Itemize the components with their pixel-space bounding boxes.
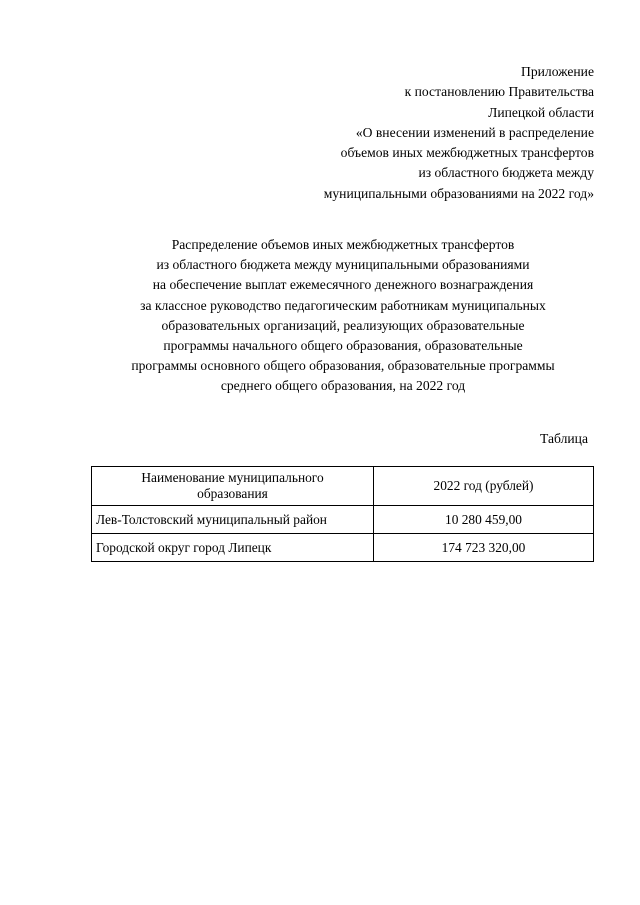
municipality-name: Лев-Толстовский муниципальный район (92, 506, 374, 534)
table-row (92, 534, 594, 562)
title-line: на обеспечение выплат ежемесячного денежного вознаграждения (152, 277, 534, 293)
appendix-line: Липецкой области (488, 104, 594, 120)
title-line: программы основного общего образования, образовательные программы (131, 358, 555, 374)
appendix-line: объемов иных межбюджетных трансфертов (340, 145, 594, 161)
table-row (92, 506, 594, 534)
header-municipality (92, 467, 374, 506)
amount-value: 10 280 459,00 (374, 506, 594, 534)
header-amount: 2022 год (рублей) (374, 467, 594, 506)
distribution-table (91, 466, 594, 562)
municipality-name: Городской округ город Липецк (92, 534, 374, 562)
header-municipality-line1: Наименование муниципального (141, 470, 324, 485)
title-line: образовательных организаций, реализующих образовательные (161, 317, 525, 333)
title-line: среднего общего образования, на 2022 год (220, 378, 466, 394)
appendix-header (234, 62, 594, 204)
title-line: программы начального общего образования, образовательные (163, 338, 523, 354)
title-line: Распределение объемов иных межбюджетных трансфертов (171, 237, 515, 252)
appendix-line: Приложение (521, 64, 594, 79)
appendix-line: к постановлению Правительства (404, 84, 594, 100)
appendix-line: муниципальными образованиями на 2022 год» (323, 185, 594, 201)
table-caption: Таблица (540, 431, 588, 446)
header-municipality-line2: образования (197, 486, 268, 501)
appendix-line: из областного бюджета между (418, 165, 594, 181)
appendix-line: «О внесении изменений в распределение (355, 124, 594, 140)
title-line: из областного бюджета между муниципальными образованиями (156, 257, 530, 273)
amount-value: 174 723 320,00 (374, 534, 594, 562)
title-line: за классное руководство педагогическим работникам муниципальных (140, 297, 546, 313)
document-title (80, 235, 606, 397)
table-header-row (92, 467, 594, 506)
